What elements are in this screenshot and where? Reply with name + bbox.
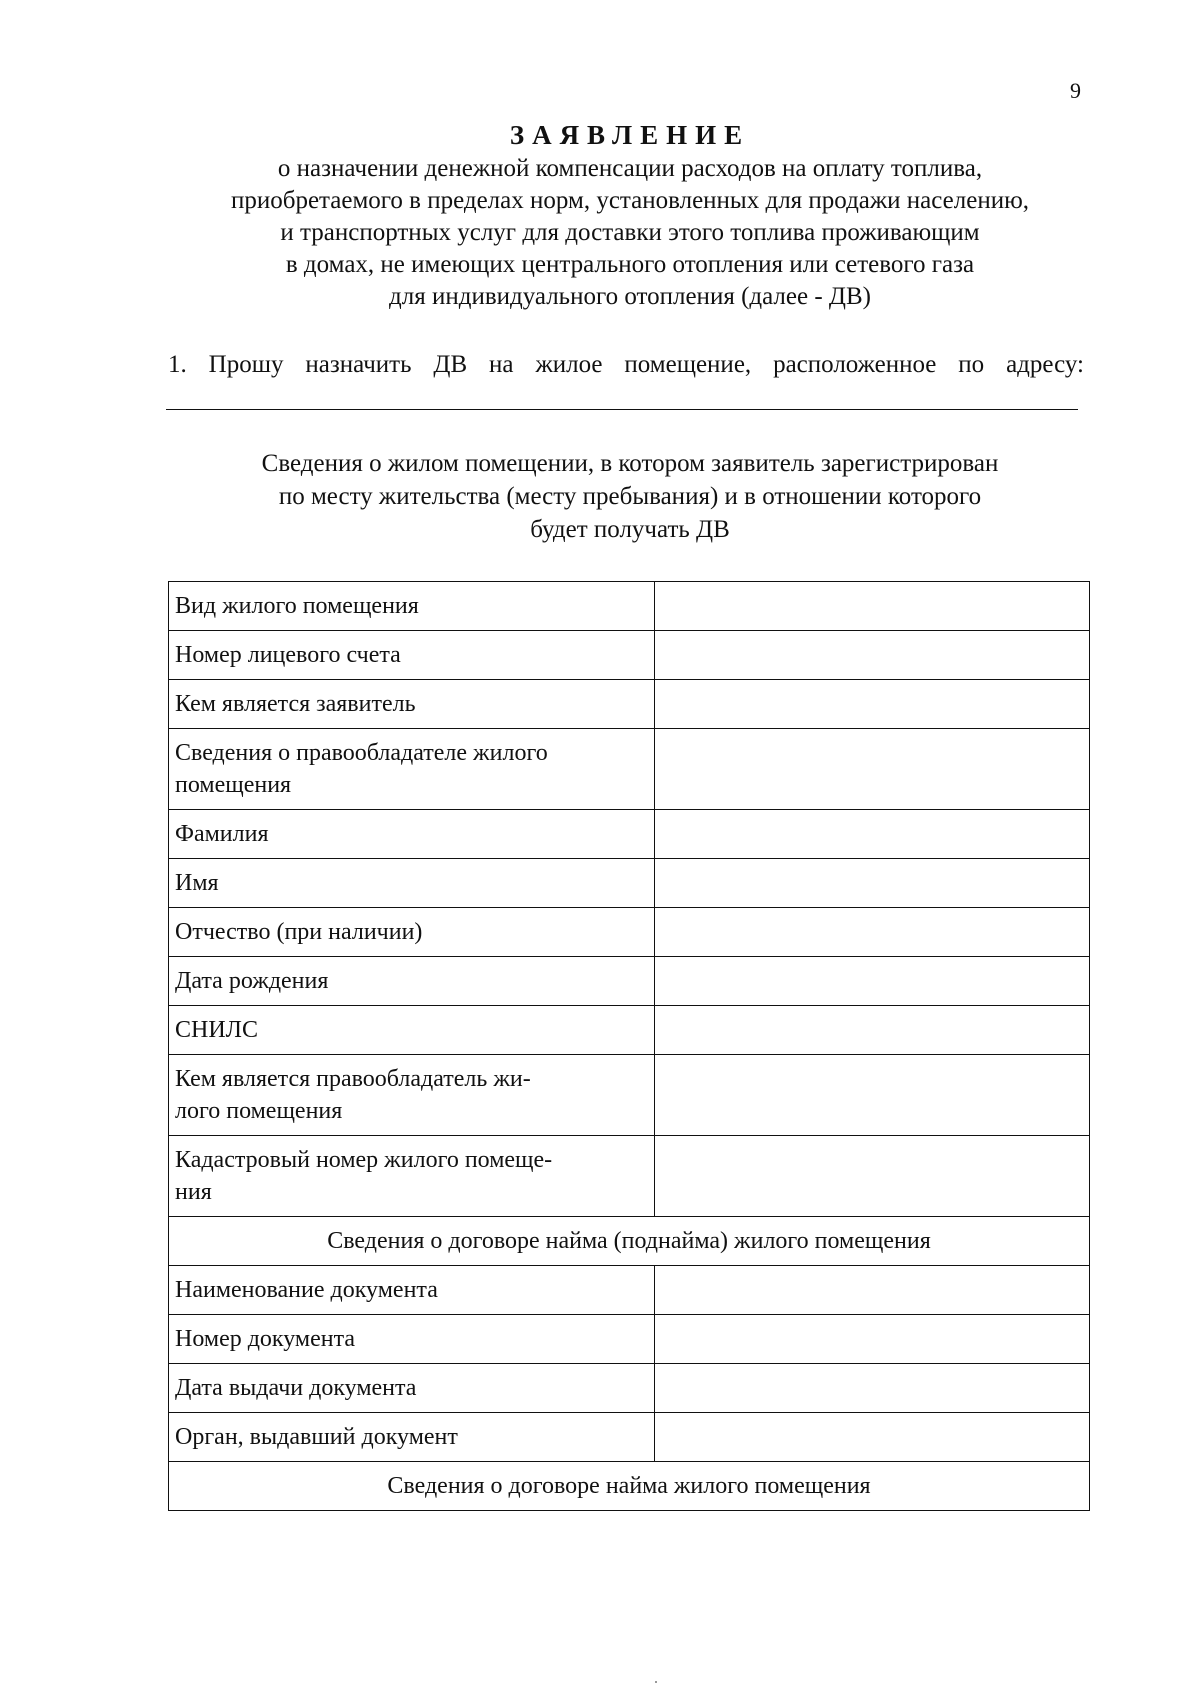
table-row	[169, 680, 1090, 729]
row-value-issuing-authority[interactable]	[655, 1413, 1090, 1462]
table-row	[169, 908, 1090, 957]
row-label-patronymic: Отчество (при наличии)	[169, 908, 655, 957]
row-label-line: помещения	[175, 772, 292, 798]
row-value-applicant-role[interactable]	[655, 680, 1090, 729]
table-row	[169, 1055, 1090, 1136]
row-label-line: Кем является правообладатель жи-	[175, 1066, 531, 1092]
row-label-owner-role	[169, 1055, 655, 1136]
row-label-line: лого помещения	[175, 1098, 343, 1124]
table-row	[169, 1462, 1090, 1511]
row-label-document-number: Номер документа	[169, 1315, 655, 1364]
table-row	[169, 1006, 1090, 1055]
address-input-line[interactable]	[166, 409, 1078, 410]
section-heading-line: Сведения о жилом помещении, в котором заявитель зарегистрирован	[261, 450, 999, 477]
table-row	[169, 1413, 1090, 1462]
table-row	[169, 1266, 1090, 1315]
document-title: ЗАЯВЛЕНИЕ	[509, 120, 751, 150]
row-label-surname: Фамилия	[169, 810, 655, 859]
row-value-document-name[interactable]	[655, 1266, 1090, 1315]
row-value-name[interactable]	[655, 859, 1090, 908]
row-value-cadastral-number[interactable]	[655, 1136, 1090, 1217]
table-row	[169, 729, 1090, 810]
row-label-housing-type: Вид жилого помещения	[169, 582, 655, 631]
row-label-line: ния	[175, 1179, 212, 1205]
row-label-issue-date: Дата выдачи документа	[169, 1364, 655, 1413]
subtitle-line: приобретаемого в пределах норм, установленных для продажи населению,	[230, 187, 1030, 214]
row-label-line: Кадастровый номер жилого помеще-	[175, 1147, 553, 1173]
row-value-document-number[interactable]	[655, 1315, 1090, 1364]
section-heading	[150, 447, 1110, 546]
table-row	[169, 1136, 1090, 1217]
table-subheading-sublease-contract: Сведения о договоре найма (поднайма) жилого помещения	[169, 1217, 1090, 1266]
table-row	[169, 1217, 1090, 1266]
row-label-snils: СНИЛС	[169, 1006, 655, 1055]
page-number: 9	[1070, 78, 1081, 103]
row-label-cadastral-number	[169, 1136, 655, 1217]
subtitle-line: о назначении денежной компенсации расходов на оплату топлива,	[277, 155, 983, 182]
row-label-account-number: Номер лицевого счета	[169, 631, 655, 680]
row-label-issuing-authority: Орган, выдавший документ	[169, 1413, 655, 1462]
table-subheading-lease-contract: Сведения о договоре найма жилого помещения	[169, 1462, 1090, 1511]
table-row	[169, 859, 1090, 908]
row-value-patronymic[interactable]	[655, 908, 1090, 957]
subtitle-line: для индивидуального отопления (далее - ДВ)	[389, 283, 871, 310]
section-heading-line: будет получать ДВ	[530, 516, 730, 543]
row-label-birth-date: Дата рождения	[169, 957, 655, 1006]
row-label-name: Имя	[169, 859, 655, 908]
table-row	[169, 1315, 1090, 1364]
subtitle-line: в домах, не имеющих центрального отопления или сетевого газа	[285, 251, 975, 278]
row-value-account-number[interactable]	[655, 631, 1090, 680]
table-row	[169, 631, 1090, 680]
row-label-owner-info	[169, 729, 655, 810]
row-value-surname[interactable]	[655, 810, 1090, 859]
request-paragraph: 1. Прошу назначить ДВ на жилое помещение, расположенное по адресу:	[168, 351, 1084, 378]
scan-speck	[655, 1681, 657, 1683]
table-row	[169, 957, 1090, 1006]
housing-info-table	[168, 581, 1090, 1511]
row-value-birth-date[interactable]	[655, 957, 1090, 1006]
subtitle-line: и транспортных услуг для доставки этого топлива проживающим	[280, 219, 980, 246]
row-value-housing-type[interactable]	[655, 582, 1090, 631]
row-label-document-name: Наименование документа	[169, 1266, 655, 1315]
table-row	[169, 810, 1090, 859]
row-value-snils[interactable]	[655, 1006, 1090, 1055]
table-row	[169, 582, 1090, 631]
table-row	[169, 1364, 1090, 1413]
row-label-line: Сведения о правообладателе жилого	[175, 740, 548, 766]
row-value-owner-role[interactable]	[655, 1055, 1090, 1136]
row-value-owner-info[interactable]	[655, 729, 1090, 810]
row-label-applicant-role: Кем является заявитель	[169, 680, 655, 729]
section-heading-line: по месту жительства (месту пребывания) и в отношении которого	[278, 483, 982, 510]
row-value-issue-date[interactable]	[655, 1364, 1090, 1413]
document-subtitle	[150, 153, 1110, 313]
